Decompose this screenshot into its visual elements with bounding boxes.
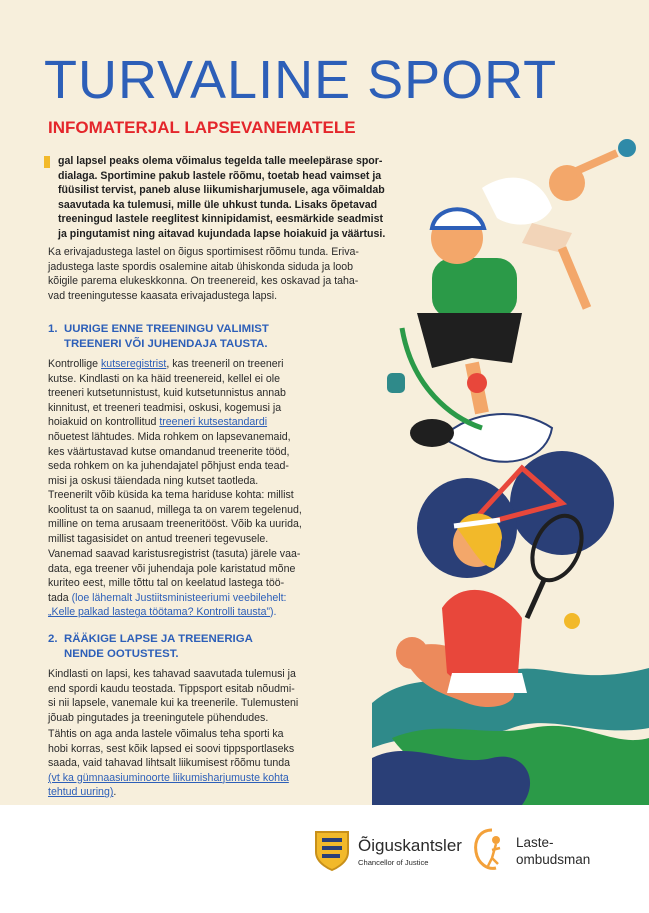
uuring-link[interactable]: tehtud uuring) — [48, 786, 114, 799]
text: , kas treeneril on treeneri — [166, 358, 284, 370]
lead-paragraph — [58, 154, 404, 242]
cyclist-helmet — [410, 419, 454, 447]
section-1-number: 1. — [48, 323, 58, 335]
paragraph-line: data, ega treener või juhendaja pole karistatud mõne — [48, 562, 296, 575]
section-1-heading-line: UURIGE ENNE TREENINGU VALIMIST — [64, 323, 269, 335]
paragraph-line: kutse. Kindlasti on ka häid treenereid, kellel ei ole — [48, 372, 281, 385]
paragraph-line: millist tagasisidet on antud treeneri tegevusele. — [48, 532, 269, 545]
paragraph-line: seda rohkem on ka juhendajatel põhjust enda tead- — [48, 460, 289, 473]
stick-handle — [387, 373, 405, 393]
paragraph-line: Tähtis on aga anda lastele võimalus teha sporti ka — [48, 728, 284, 740]
section-2-heading-line: NENDE OOTUSTEST. — [64, 647, 179, 660]
paragraph-line: koolitust ta on saanud, millega ta on varem tegelenud, — [48, 503, 302, 516]
coat-of-arms-icon — [312, 828, 352, 872]
kutseregister-link[interactable]: kutseregistrist — [101, 358, 167, 370]
racket-handle — [527, 580, 544, 618]
text: . — [113, 786, 117, 799]
paragraph-line: si nii lapsele, vanemale kui ka treenerile. Tulemusteni — [48, 697, 299, 710]
paragraph-line: misi ja oskusi täiendada ning kutset taotleda. — [48, 474, 259, 487]
text: hoiakuid on kontrollitud — [48, 416, 160, 429]
paragraph-line: hobi korras, sest kõik lapsed ei soovi tippsportlaseks — [48, 742, 295, 755]
runner-body — [482, 178, 552, 225]
section-1-heading-line: TREENERI VÕI JUHENDAJA TAUSTA. — [64, 337, 268, 350]
chancellor-logo-name: Õiguskantsler — [358, 836, 462, 855]
paragraph-line: milline on tema arusaam treeneritööst. Võib ka uurida, — [48, 518, 302, 531]
lead-line: füüsilist tervist, paneb aluse liikumisharjumusele, aga võimaldab — [58, 184, 385, 197]
intro-line: vad treeningutesse kaasata erivajadustega lapsi. — [48, 289, 278, 302]
paragraph-line: kes väärtustavad kutse omandanud treenerite tööd, — [48, 445, 290, 458]
lead-line: saavutada ka tulemusi, mille üle uhkust tunda. Lisaks õpetavad — [58, 198, 378, 211]
logo-line: ombudsman — [516, 852, 591, 867]
section-1-paragraph-1 — [48, 357, 388, 488]
page-subtitle: INFOMATERJAL LAPSEVANEMATELE — [48, 118, 356, 137]
uuring-link[interactable]: (vt ka gümnaasiuminoorte liikumisharjumuste kohta — [48, 771, 289, 784]
runner-leg — [562, 248, 587, 308]
paragraph-line: kuriteo eest, mille tõttu tal on keelatud lastega töö- — [48, 577, 285, 590]
paragraph-line: jõuab pingutades ja treeningutele pühendudes. — [48, 711, 269, 724]
tennis-ball-icon — [564, 613, 580, 629]
text: tada — [48, 591, 72, 604]
kontrolli-tausta-link[interactable]: „Kelle palkad lastega töötama? Kontrolli tausta” — [48, 606, 271, 619]
lead-line: dialaga. Sportimine pakub lastele rõõmu, toetab head vaimset ja — [58, 169, 382, 182]
knee-pad — [467, 373, 487, 393]
ball-icon — [618, 139, 636, 157]
paragraph-line: Kindlasti on lapsi, kes tahavad saavutada tulemusi ja — [48, 668, 296, 680]
section-2-number: 2. — [48, 633, 58, 645]
page-title: TURVALINE SPORT — [44, 50, 558, 110]
justiitsministeerium-link[interactable]: (loe lähemalt Justiitsministeeriumi veebilehelt: — [71, 591, 287, 604]
intro-line: jadustega laste spordis osalemine aitab ühiskonda siduda ja loob — [48, 260, 354, 273]
lasteombudsman-logo-name — [516, 834, 590, 868]
runner-arm — [572, 153, 617, 173]
kutsestandard-link[interactable]: treeneri kutsestandardi — [159, 416, 268, 429]
logo-line: Laste- — [516, 835, 554, 850]
section-1-paragraph-3 — [48, 547, 388, 620]
section-2-paragraph-1 — [48, 667, 388, 725]
player-helmet — [432, 209, 484, 228]
player-shorts — [417, 313, 522, 368]
tennis-skirt — [447, 673, 527, 693]
sports-illustration — [372, 128, 649, 805]
section-2-heading-line: RÄÄKIGE LAPSE JA TREENERIGA — [64, 633, 253, 645]
text: ). — [270, 606, 277, 619]
wave — [372, 751, 530, 805]
cyclist-body — [442, 414, 552, 462]
swimmer-head — [396, 637, 428, 669]
paragraph-line: Vanemad saavad karistusregistrist (tasuta) järele vaa- — [48, 548, 301, 560]
text: Kontrollige — [48, 358, 101, 370]
section-1-paragraph-2 — [48, 488, 388, 546]
initial-accent-bar — [44, 156, 50, 168]
chancellor-logo-subtitle: Chancellor of Justice — [358, 858, 429, 867]
player-shirt — [432, 258, 517, 318]
paragraph-line: nõuetest lähtudes. Mida rohkem on lapsevanemaid, — [48, 430, 291, 443]
lead-line: gal lapsel peaks olema võimalus tegelda talle meelepärase spor- — [58, 155, 383, 167]
lead-line: treeningud lastele reeglitest kinnipidamist, eesmärkide seadmist — [58, 213, 383, 226]
section-2-paragraph-2 — [48, 727, 388, 800]
paragraph-line: end spordi kaudu teostada. Tippsport esitab nõudmi- — [48, 682, 295, 695]
intro-line: Ka erivajadustega lastel on õigus sportimisest rõõmu tunda. Eriva- — [48, 246, 359, 258]
paragraph-line: saada, vaid tahavad lihtsalt liikumisest rõõmu tunda — [48, 757, 291, 770]
intro-paragraph — [48, 245, 388, 303]
intro-line: kõigile parema elukeskkonna. On treenereid, kes oskavad ja taha- — [48, 275, 359, 288]
paragraph-line: Treenerilt võib küsida ka tema hariduse kohta: millist — [48, 489, 294, 501]
lasteombudsman-logo-icon — [472, 826, 512, 874]
paragraph-line: kinnitust, et treeneri teadmisi, oskusi, kogemusi ja — [48, 401, 282, 414]
lead-line: ja pingutamist ning aitavad kujundada lapse hoiakuid ja väärtusi. — [58, 227, 386, 240]
paragraph-line: treeneri kutsetunnistust, kuid kutsetunnistus annab — [48, 387, 286, 400]
